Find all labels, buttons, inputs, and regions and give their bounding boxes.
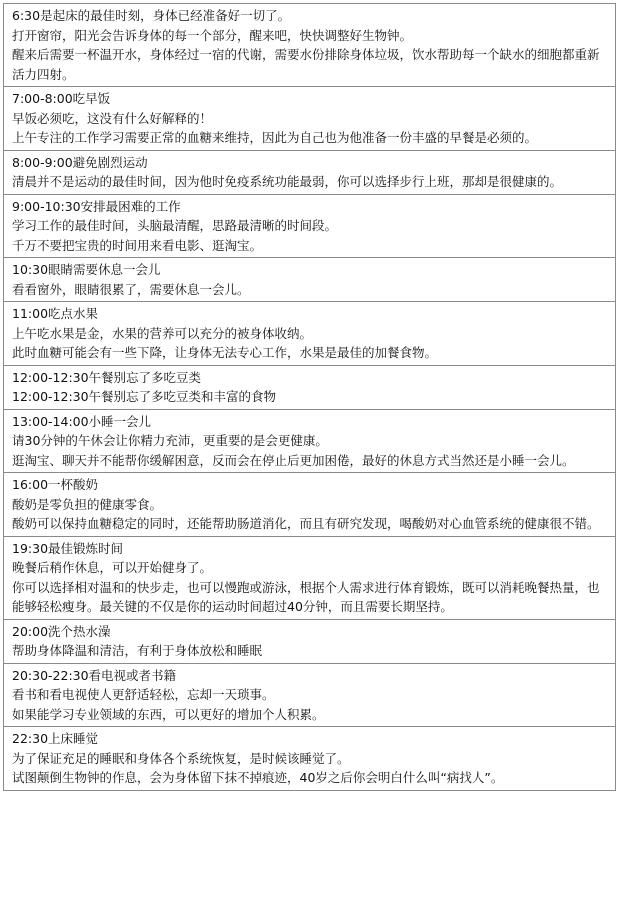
schedule-cell bbox=[4, 150, 616, 194]
entry-text: 早饭必须吃，这没有什么好解释的！ bbox=[12, 110, 213, 126]
schedule-table bbox=[3, 3, 616, 791]
schedule-cell bbox=[4, 365, 616, 409]
entry-title: 20:30-22:30看电视或者书籍 bbox=[12, 667, 177, 683]
entry-title: 6:30是起床的最佳时刻，身体已经准备好一切了。 bbox=[12, 8, 291, 23]
schedule-row bbox=[4, 365, 616, 409]
schedule-row bbox=[4, 194, 616, 258]
schedule-cell bbox=[4, 258, 616, 302]
schedule-row bbox=[4, 150, 616, 194]
schedule-row bbox=[4, 473, 616, 537]
entry-text: 请30分钟的午休会让你精力充沛，更重要的是会更健康。 bbox=[12, 433, 328, 448]
entry-text: 酸奶可以保持血糖稳定的同时，还能帮助肠道消化，而且有研究发现，喝酸奶对心血管系统的健康很不错。 bbox=[12, 516, 600, 531]
entry-text: 酸奶是零负担的健康零食。 bbox=[12, 496, 163, 512]
entry-text: 12:00-12:30午餐别忘了多吃豆类和丰富的食物 bbox=[12, 389, 277, 404]
entry-text: 晚餐后稍作休息，可以开始健身了。 bbox=[12, 560, 213, 575]
schedule-cell bbox=[4, 473, 616, 537]
entry-text: 打开窗帘，阳光会告诉身体的每一个部分，醒来吧，快快调整好生物钟。 bbox=[12, 27, 413, 43]
entry-title: 9:00-10:30安排最困难的工作 bbox=[12, 198, 181, 214]
schedule-row bbox=[4, 258, 616, 302]
entry-text: 逛淘宝、聊天并不能帮你缓解困意，反而会在停止后更加困倦，最好的休息方式当然还是小睡一会儿。 bbox=[12, 452, 575, 468]
schedule-row bbox=[4, 302, 616, 366]
entry-text: 帮助身体降温和清洁，有利于身体放松和睡眠 bbox=[12, 643, 263, 658]
entry-text: 上午吃水果是金，水果的营养可以充分的被身体收纳。 bbox=[12, 325, 313, 341]
entry-text: 学习工作的最佳时间，头脑最清醒，思路最清晰的时间段。 bbox=[12, 218, 338, 233]
entry-title: 19:30最佳锻炼时间 bbox=[12, 540, 124, 556]
schedule-cell bbox=[4, 409, 616, 473]
schedule-cell bbox=[4, 536, 616, 619]
entry-text: 千万不要把宝贵的时间用来看电影、逛淘宝。 bbox=[12, 237, 263, 253]
schedule-row bbox=[4, 4, 616, 87]
schedule-cell bbox=[4, 87, 616, 151]
entry-text: 如果能学习专业领域的东西，可以更好的增加个人积累。 bbox=[12, 706, 325, 722]
entry-text: 此时血糖可能会有一些下降，让身体无法专心工作，水果是最佳的加餐食物。 bbox=[12, 345, 438, 360]
schedule-cell bbox=[4, 727, 616, 791]
entry-title: 11:00吃点水果 bbox=[12, 306, 99, 321]
entry-text: 为了保证充足的睡眠和身体各个系统恢复，是时候该睡觉了。 bbox=[12, 750, 350, 766]
schedule-row bbox=[4, 409, 616, 473]
entry-text: 上午专注的工作学习需要正常的血糖来维持，因此为自己也为他准备一份丰盛的早餐是必须的。 bbox=[12, 130, 538, 145]
entry-text: 醒来后需要一杯温开水，身体经过一宿的代谢，需要水份排除身体垃圾，饮水帮助每一个缺水的细胞都重新活力四射。 bbox=[12, 47, 600, 82]
entry-title: 8:00-9:00避免剧烈运动 bbox=[12, 154, 148, 170]
schedule-cell bbox=[4, 619, 616, 663]
schedule-cell bbox=[4, 4, 616, 87]
entry-title: 16:00一杯酸奶 bbox=[12, 477, 99, 492]
entry-text: 看书和看电视使人更舒适轻松，忘却一天琐事。 bbox=[12, 687, 275, 702]
schedule-row bbox=[4, 663, 616, 727]
entry-title: 20:00洗个热水澡 bbox=[12, 623, 111, 639]
entry-text: 看看窗外，眼睛很累了，需要休息一会儿。 bbox=[12, 281, 250, 297]
entry-title: 22:30上床睡觉 bbox=[12, 731, 99, 746]
entry-title: 7:00-8:00吃早饭 bbox=[12, 91, 111, 106]
entry-text: 试图颠倒生物钟的作息，会为身体留下抹不掉痕迹，40岁之后你会明白什么叫“病找人”。 bbox=[12, 770, 504, 785]
schedule-row bbox=[4, 536, 616, 619]
schedule-cell bbox=[4, 302, 616, 366]
schedule-row bbox=[4, 87, 616, 151]
entry-text: 清晨并不是运动的最佳时间，因为他时免疫系统功能最弱，你可以选择步行上班，那却是很健康的。 bbox=[12, 174, 563, 189]
entry-title: 13:00-14:00小睡一会儿 bbox=[12, 413, 152, 429]
entry-text: 你可以选择相对温和的快步走，也可以慢跑或游泳，根据个人需求进行体育锻炼，既可以消耗晚餐热量，也能够轻松瘦身。最关键的不仅是你的运动时间超过40分钟，而且需要长期坚持。 bbox=[12, 579, 600, 614]
schedule-row bbox=[4, 727, 616, 791]
schedule-cell bbox=[4, 663, 616, 727]
schedule-row bbox=[4, 619, 616, 663]
schedule-cell bbox=[4, 194, 616, 258]
entry-title: 12:00-12:30午餐别忘了多吃豆类 bbox=[12, 369, 202, 385]
schedule-body bbox=[4, 4, 616, 791]
entry-title: 10:30眼睛需要休息一会儿 bbox=[12, 262, 161, 277]
